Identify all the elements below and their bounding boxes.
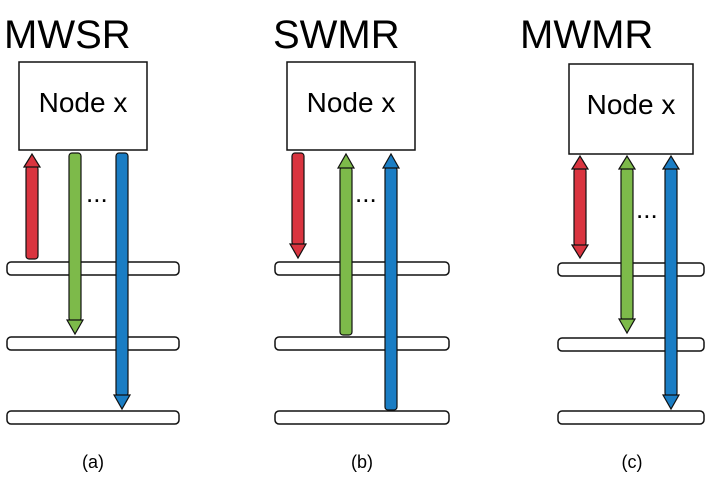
bus-line-2 <box>7 337 179 350</box>
blue-link <box>663 156 679 409</box>
bus-line-2 <box>275 337 449 350</box>
arrow-down-head <box>114 395 130 409</box>
red-link <box>572 156 588 258</box>
blue-link <box>114 153 130 409</box>
red-link <box>290 153 306 258</box>
arrow-down-head <box>67 320 83 334</box>
panel-title: SWMR <box>273 13 400 57</box>
red-link <box>24 154 40 259</box>
arrow-up-head <box>663 156 679 169</box>
arrow-down-head <box>619 319 635 333</box>
green-link <box>619 156 635 333</box>
arrow-down-head <box>290 244 306 258</box>
ellipsis: ... <box>86 178 108 208</box>
bus-line-2 <box>558 338 704 351</box>
arrow-down-head <box>572 245 588 258</box>
arrow-up-head <box>572 156 588 169</box>
ellipsis: ... <box>636 194 658 224</box>
node-label: Node x <box>38 87 128 118</box>
panel-caption: (a) <box>82 452 104 472</box>
arrow-up-head <box>619 156 635 169</box>
arrow-up-head <box>24 154 40 167</box>
bus-line-3 <box>7 411 179 424</box>
bus-line-1 <box>7 262 179 275</box>
ellipsis: ... <box>355 178 377 208</box>
node-label: Node x <box>306 87 396 118</box>
node-label: Node x <box>586 89 676 120</box>
panel-title: MWMR <box>520 13 654 57</box>
bus-line-3 <box>558 411 704 424</box>
panel-caption: (c) <box>621 452 643 472</box>
panel-mwsr <box>4 13 179 472</box>
bus-line-1 <box>275 262 449 275</box>
arrow-up-head <box>338 154 354 168</box>
panel-swmr <box>273 13 449 472</box>
bus-line-3 <box>275 411 449 424</box>
arrow-up-head <box>383 154 399 168</box>
panel-title: MWSR <box>4 13 131 57</box>
green-link <box>338 154 354 335</box>
panel-mwmr <box>520 13 704 472</box>
blue-link <box>383 154 399 410</box>
panel-caption: (b) <box>351 452 373 472</box>
green-link <box>67 153 83 334</box>
arrow-down-head <box>663 395 679 409</box>
